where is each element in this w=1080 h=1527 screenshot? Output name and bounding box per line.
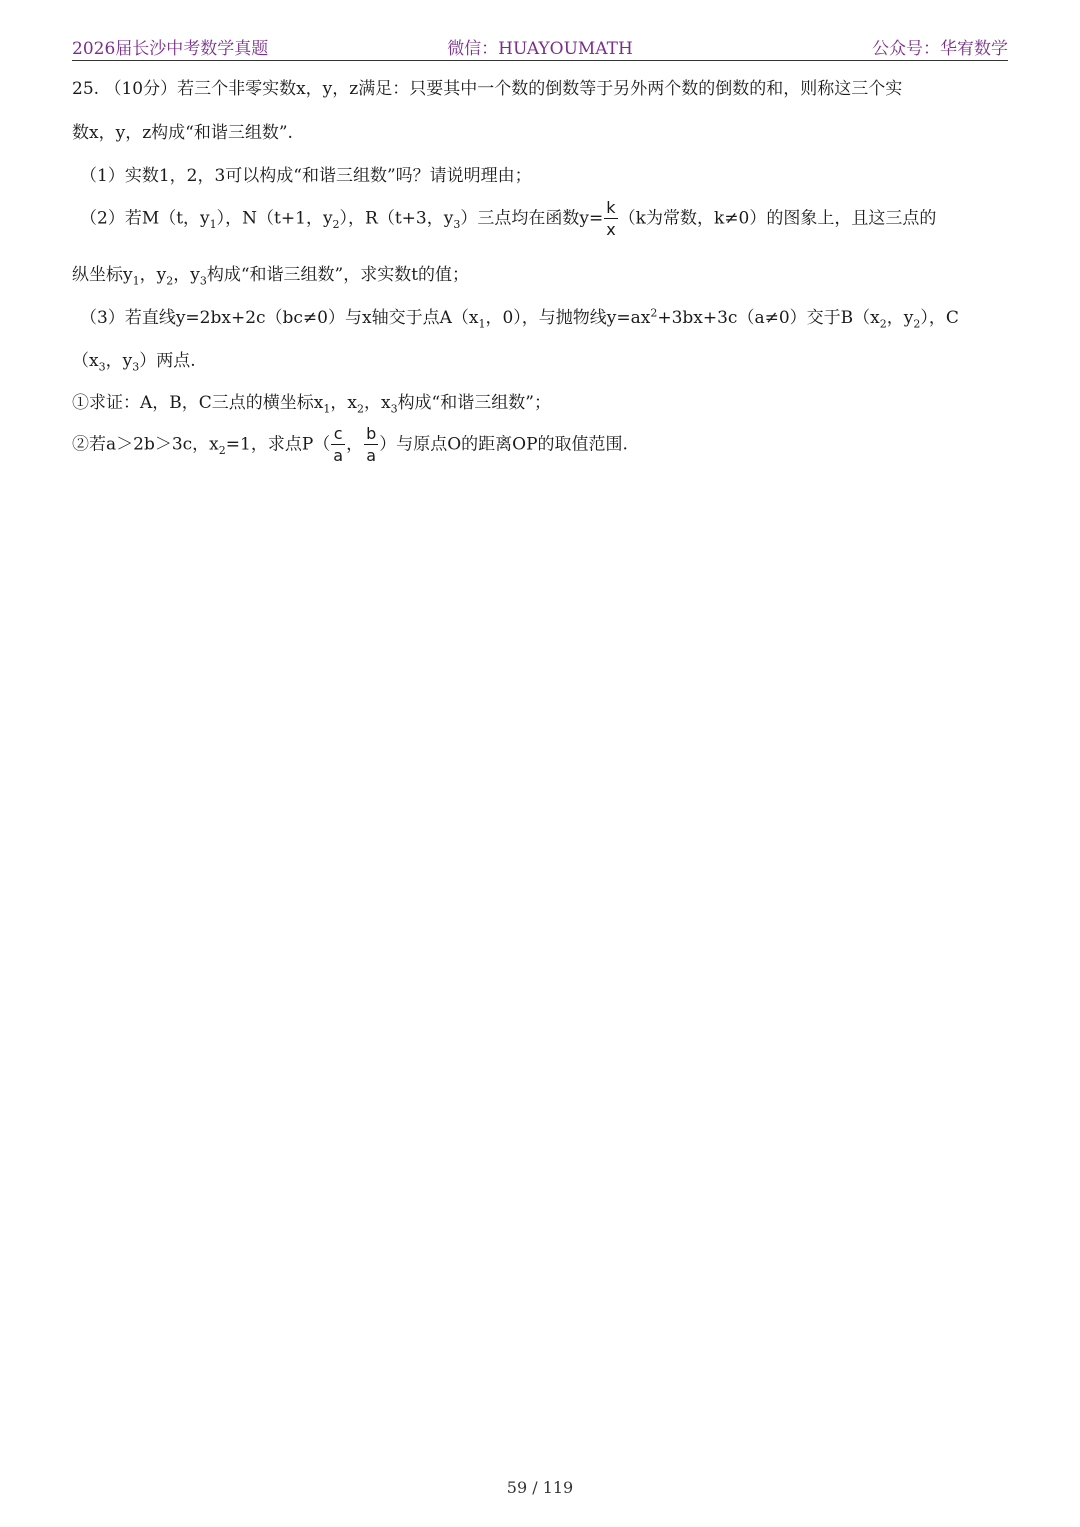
part2-line1: （2）若M（t，$y_1$），N（t+1，$y_2$），R（t+3，$y_3$）三点均在函数y= $\frac{k}{x}$ （k为常数，k≠0）的图象上，且这三点的 [80, 198, 937, 239]
part3-line2: （$x_3$，$y_3$）两点. [72, 351, 196, 374]
part3-line1: （3）若直线y=2bx+2c（bc≠0）与x轴交于点$A(x_1$，0），与抛物线$y=ax^2+3bx+3c(a\ne 0)$交于$B(x_2$，$y_2$），C [80, 306, 959, 331]
part3-sub2: ②若a＞2b＞3c，$x_2=1$，求点P（ $\frac{c}{a}$ ， $\frac{b}{a}$ ）与原点O的距离OP的取值范围. [72, 424, 628, 465]
fraction-c-over-a: $\frac{c}{a}$ [333, 424, 344, 465]
page-header [72, 30, 1008, 61]
header-wechat: 微信：HUAYOUMATH [447, 39, 633, 59]
header-account: 公众号：华宥数学 [872, 39, 1008, 59]
fraction-k-over-x: $\frac{k}{x}$ [606, 198, 616, 239]
question-stem-line1: 25. （10分）若三个非零实数x，y，z满足：只要其中一个数的倒数等于另外两个数的倒数的和，则称这三个实 [72, 79, 903, 99]
question-stem-line2: 数x，y，z构成“和谐三组数”. [72, 123, 293, 143]
header-title: 2026届长沙中考数学真题 [72, 39, 269, 59]
fraction-b-over-a: $\frac{b}{a}$ [366, 424, 377, 465]
page-number: 59 / 119 [506, 1478, 574, 1497]
part1: （1）实数1，2，3可以构成“和谐三组数”吗？请说明理由； [80, 166, 532, 186]
part2-line2: 纵坐标$y_1$，$y_2$，$y_3$构成“和谐三组数”，求实数t的值； [72, 265, 470, 288]
part3-sub1: ①求证：A，B，C三点的横坐标$x_1$，$x_2$，$x_3$构成“和谐三组数”； [72, 393, 551, 416]
